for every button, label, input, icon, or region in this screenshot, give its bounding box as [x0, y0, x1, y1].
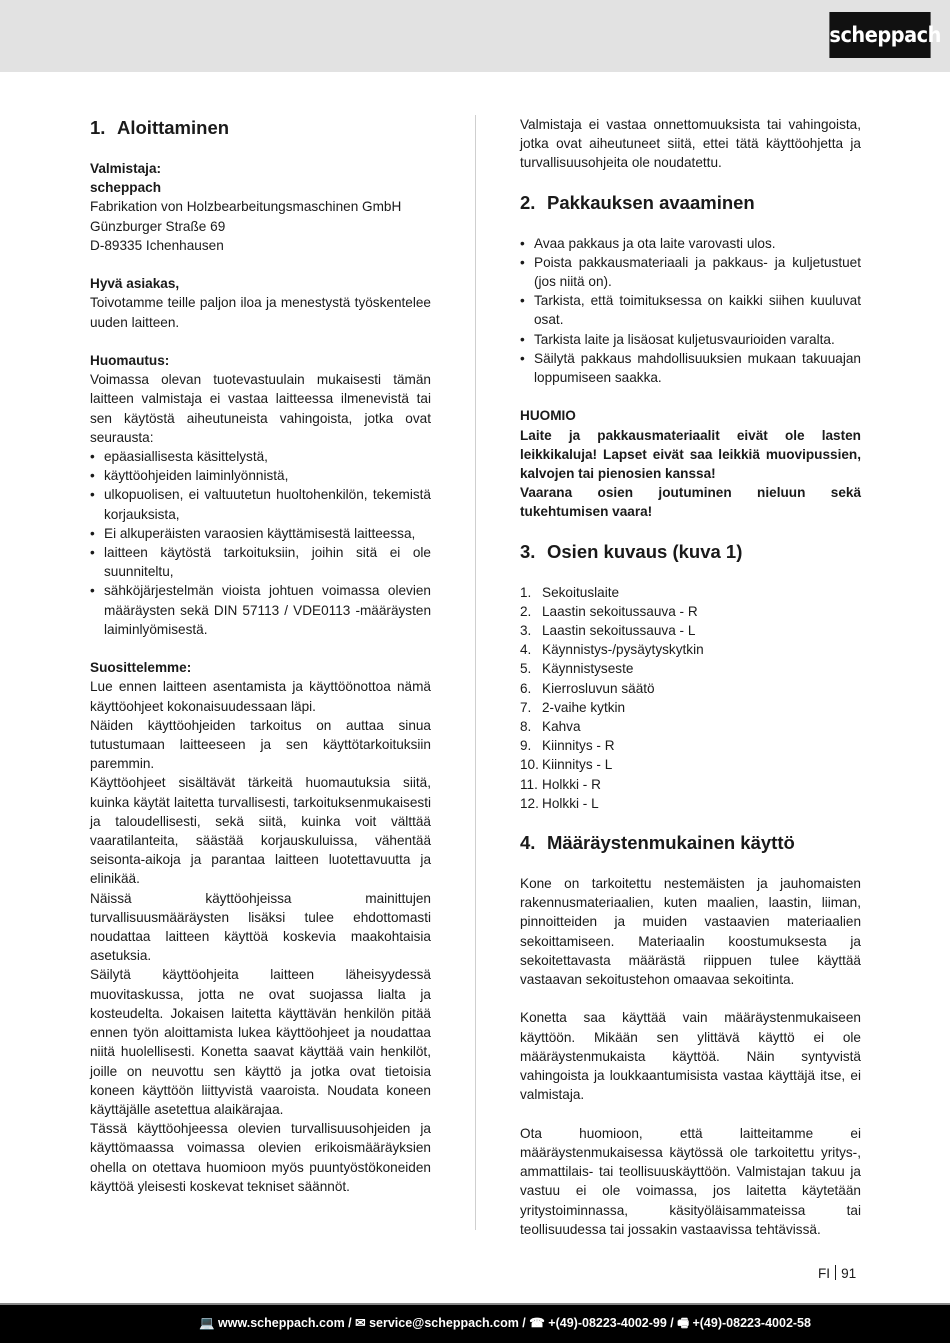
list-item [520, 717, 861, 736]
heading-number: 1. [90, 117, 106, 138]
item-text: Holkki - R [542, 776, 601, 792]
footer-contact: 💻 www.scheppach.com / ✉ service@scheppach.com / ☎ +(49)-08223-4002-99 / 🖷 +(49)-08223-4002-58 [0, 1305, 950, 1343]
item-number: 10. [520, 757, 539, 773]
list-item: • Säilytä pakkaus mahdollisuuksien mukaan takuuajan loppumiseen saakka. [520, 349, 861, 387]
heading-title: Määräystenmukainen käyttö [547, 832, 795, 854]
heading-number: 3. [520, 540, 536, 562]
item-number: 12. [520, 795, 539, 811]
note-text: Voimassa olevan tuotevastuulain mukaisesti tämän laitteen valmistaja ei vastaa laitteessa ilmenevistä tai sen käytöstä aiheutuneista vahingoista, jotka ovat seurausta: [90, 372, 431, 445]
item-text: Sekoituslaite [542, 584, 620, 600]
list-item: • Poista pakkausmateriaali ja pakkaus- ja kuljetustuet (jos niitä on). [520, 253, 861, 291]
heading-number: 4. [520, 832, 536, 854]
item-text: Kiinnitys - L [542, 757, 613, 773]
list-item [520, 621, 861, 640]
section-1-heading [90, 116, 431, 140]
paragraph: Valmistaja ei vastaa onnettomuuksista tai vahingoista, jotka ovat aiheutuneet siitä, ettei tätä käyttöohjetta ja turvallisuusohjeita ole noudatettu. [520, 117, 861, 171]
item-number: 7. [520, 699, 532, 715]
item-text: 2-vaihe kytkin [542, 699, 626, 715]
item-number: 8. [520, 719, 532, 735]
paragraph: Kone on tarkoitettu nestemäisten ja jauhomaisten rakennusmateriaalien, kuten maalien, laastin, liiman, pinnoitteiden ja muiden vastaavien materiaalien sekoittamiseen. Materiaalin koostumuksesta ja sekoitettavasta määrästä riippuen tulee käyttää vastaavan sekoitustehon omaavaa sekoitinta. [520, 876, 861, 988]
paragraph: Tässä käyttöohjeessa olevien turvallisuusohjeiden ja käyttömaassa voimassa olevien erikoismääräyksien ohella on otettava huomioon myös puuntyöstökoneiden käyttöä yleisesti koskevat tekniset säännöt. [90, 1121, 431, 1194]
list-item: • Tarkista, että toimituksessa on kaikki siihen kuuluvat osat. [520, 291, 861, 329]
item-number: 3. [520, 623, 532, 639]
paragraph: Lue ennen laitteen asentamista ja käyttöönottoa nämä käyttöohjeet kokonaisuudessaan läpi. [90, 679, 431, 714]
page-number [818, 1264, 856, 1283]
greeting: Hyvä asiakas, [90, 276, 180, 292]
list-item [520, 775, 861, 794]
list-item [520, 698, 861, 717]
warning-label: HUOMIO [520, 408, 576, 424]
brand-name: scheppach [90, 180, 162, 196]
item-text: Kahva [542, 719, 581, 735]
item-text: Käynnistys-/pysäytyskytkin [542, 642, 704, 658]
paragraph: Näiden käyttöohjeiden tarkoitus on auttaa sinua tutustumaan laitteeseen ja sen käyttötarkoituksiin paremmin. [90, 717, 431, 772]
section-4-heading [520, 831, 861, 855]
column-divider [475, 115, 476, 1230]
manufacturer-label: Valmistaja: [90, 161, 162, 176]
right-column [520, 115, 861, 1239]
item-text: Kiinnitys - R [542, 738, 615, 754]
unpacking-list [520, 234, 861, 388]
list-item: • Tarkista laite ja lisäosat kuljetusvaurioiden varalta. [520, 330, 861, 349]
address-line: D-89335 Ichenhausen [90, 237, 224, 253]
address-line: Günzburger Straße 69 [90, 218, 226, 234]
warning-text: Vaarana osien joutuminen nieluun sekä tukehtumisen vaara! [520, 485, 861, 520]
left-column [90, 115, 431, 1196]
item-text: Kierrosluvun säätö [542, 680, 655, 696]
item-text: Holkki - L [542, 795, 599, 811]
paragraph: Käyttöohjeet sisältävät tärkeitä huomautuksia siitä, kuinka käytät laitetta turvallisesti, tarkoituksenmukaisesti ja taloudellisesti, sekä siitä, kuinka voit välttää vaaratilanteita, säästää korjauskuluissa, vähentää seisonta-aikoja ja parantaa laitteen luotettavuutta ja elinikää. [90, 775, 431, 887]
scheppach-logo: scheppach [829, 12, 930, 58]
item-number: 6. [520, 680, 532, 696]
note-label: Huomautus: [90, 353, 170, 368]
heading-title: Aloittaminen [117, 117, 230, 138]
item-number: 5. [520, 661, 532, 677]
item-number: 9. [520, 738, 532, 754]
list-item [520, 583, 861, 602]
section-2-heading [520, 191, 861, 215]
list-item: • epäasiallisesta käsittelystä, [90, 447, 431, 466]
list-item: • Ei alkuperäisten varaosien käyttämisestä laitteessa, [90, 524, 431, 543]
section-3-heading [520, 540, 861, 564]
paragraph: Ota huomioon, että laitteitamme ei määräystenmukaisessa käytössä ole tarkoitettu yritys-, ammattilais- tai teollisuuskäyttöön. Valmistajan takuu ja vastuu ei ole voimassa, jos laitetta käytetään yritystoiminnassa, käsityöläisammateissa tai teollisuudessa tai jossakin vastaavissa tehtävissä. [520, 1125, 861, 1237]
greeting-text: Toivotamme teille paljon iloa ja menestystä työskentelee uuden laitteen. [90, 295, 431, 330]
header-bar [0, 0, 950, 72]
address-line: Fabrikation von Holzbearbeitungsmaschinen GmbH [90, 199, 402, 215]
paragraph: Säilytä käyttöohjeita laitteen läheisyydessä muovitaskussa, jotta ne ovat suojassa lialta ja kosteudelta. Jokaisen laitetta käyttävän henkilön pitää ennen työn aloittamista lukea käyttöohjeet ja noudattaa niitä huolellisesti. Konetta saavat käyttää vain henkilöt, joille on neuvottu sen käyttö ja jotka ovat tietoisia koneen käyttöön liittyvistä vaaroista. Noudata koneen käyttäjälle asetettua alaikärajaa. [90, 967, 431, 1117]
list-item [520, 794, 861, 813]
list-item [520, 679, 861, 698]
list-item [520, 602, 861, 621]
heading-title: Osien kuvaus (kuva 1) [547, 540, 743, 562]
list-item [520, 736, 861, 755]
list-item [520, 755, 861, 774]
item-text: Laastin sekoitussauva - L [542, 623, 696, 639]
item-number: 11. [520, 776, 538, 792]
item-text: Laastin sekoitussauva - R [542, 603, 698, 619]
list-item [520, 640, 861, 659]
language-code: FI [818, 1266, 831, 1281]
recommend-label: Suosittelemme: [90, 660, 192, 676]
list-item: • käyttöohjeiden laiminlyönnistä, [90, 466, 431, 485]
page-number-value: 91 [841, 1266, 857, 1281]
heading-number: 2. [520, 191, 536, 213]
list-item: • ulkopuolisen, ei valtuutetun huoltohenkilön, tekemistä korjauksista, [90, 485, 431, 523]
note-list [90, 447, 431, 639]
list-item [520, 659, 861, 678]
list-item: • sähköjärjestelmän vioista johtuen voimassa olevien määräysten sekä DIN 57113 / VDE0113 -määräysten laiminlyömisestä. [90, 581, 431, 639]
item-number: 2. [520, 603, 532, 619]
parts-list [520, 583, 861, 813]
warning-text: Laite ja pakkausmateriaalit eivät ole lasten leikkikaluja! Lapset eivät saa leikkiä muovipussien, kalvojen tai pienosien kanssa! [520, 427, 861, 482]
heading-title: Pakkauksen avaaminen [547, 191, 755, 213]
paragraph: Konetta saa käyttää vain määräystenmukaiseen käyttöön. Mikään sen ylittävä käyttö ei ole määräystenmukaista käyttöä. Näin syntyvistä vahingoista ja loukkaantumisista vastaa käyttäjä itse, ei valmistaja. [520, 1010, 861, 1103]
paragraph: Näissä käyttöohjeissa mainittujen turvallisuusmääräysten lisäksi tulee ehdottomasti noudattaa laitteen käyttöä koskevia maakohtaisia asetuksia. [90, 890, 431, 964]
item-number: 1. [520, 584, 532, 600]
item-number: 4. [520, 642, 532, 658]
list-item: • Avaa pakkaus ja ota laite varovasti ulos. [520, 234, 861, 253]
list-item: • laitteen käytöstä tarkoituksiin, joihin sitä ei ole suunniteltu, [90, 543, 431, 581]
item-text: Käynnistyseste [542, 661, 634, 677]
